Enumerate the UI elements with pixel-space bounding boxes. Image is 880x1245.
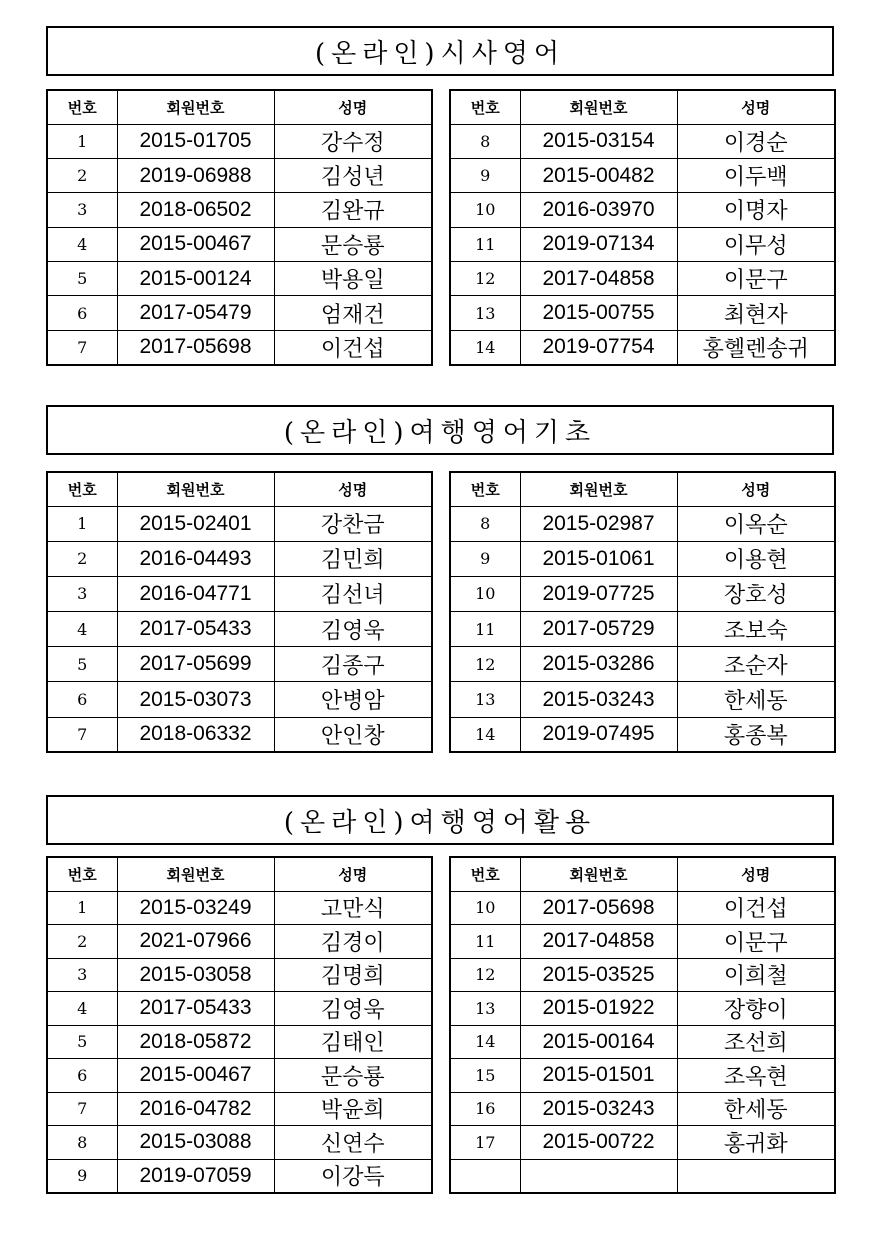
member-name: 장향이 (677, 992, 835, 1026)
table-row (47, 158, 432, 192)
row-number: 15 (450, 1059, 520, 1093)
table-row (47, 682, 432, 717)
member-name: 안병암 (274, 682, 432, 717)
row-number: 1 (47, 506, 117, 541)
header-name: 성명 (677, 857, 835, 891)
roster-table-left (46, 89, 433, 366)
table-row (450, 1025, 835, 1059)
table-row (450, 227, 835, 261)
roster-table-right (449, 856, 836, 1194)
table-row (450, 1059, 835, 1093)
table-row (47, 1092, 432, 1126)
member-name: 김경이 (274, 925, 432, 959)
member-name: 이명자 (677, 193, 835, 227)
table-row (47, 1025, 432, 1059)
table-row (47, 193, 432, 227)
member-id: 2015-00755 (520, 296, 677, 330)
member-name: 이무성 (677, 227, 835, 261)
member-id: 2018-06502 (117, 193, 274, 227)
table-header-row (450, 472, 835, 506)
table-row (47, 717, 432, 752)
member-id: 2015-02987 (520, 506, 677, 541)
member-name: 이건섭 (274, 330, 432, 364)
header-member-id: 회원번호 (117, 472, 274, 506)
row-number: 6 (47, 1059, 117, 1093)
member-id: 2021-07966 (117, 925, 274, 959)
row-number: 7 (47, 717, 117, 752)
member-id: 2015-03286 (520, 647, 677, 682)
member-id: 2015-03243 (520, 682, 677, 717)
member-name: 강수정 (274, 124, 432, 158)
row-number: 1 (47, 891, 117, 925)
course-title: (온라인)여행영어활용 (46, 795, 834, 845)
table-row (450, 296, 835, 330)
row-number: 10 (450, 193, 520, 227)
member-name: 조보숙 (677, 612, 835, 647)
header-member-id: 회원번호 (520, 90, 677, 124)
member-name: 강찬금 (274, 506, 432, 541)
table-row (450, 576, 835, 611)
header-name: 성명 (274, 857, 432, 891)
row-number: 11 (450, 925, 520, 959)
member-name: 이강득 (274, 1159, 432, 1193)
member-id: 2017-04858 (520, 262, 677, 296)
table-row (47, 958, 432, 992)
member-name: 김선녀 (274, 576, 432, 611)
member-id: 2019-07059 (117, 1159, 274, 1193)
table-header-row (450, 90, 835, 124)
row-number: 2 (47, 925, 117, 959)
member-id: 2019-07134 (520, 227, 677, 261)
member-id: 2015-00164 (520, 1025, 677, 1059)
header-member-id: 회원번호 (117, 90, 274, 124)
member-id: 2015-00124 (117, 262, 274, 296)
table-row (450, 1159, 835, 1193)
member-name: 최현자 (677, 296, 835, 330)
table-row (450, 330, 835, 364)
table-row (47, 1126, 432, 1160)
member-name: 이문구 (677, 262, 835, 296)
row-number: 13 (450, 992, 520, 1026)
row-number: 9 (47, 1159, 117, 1193)
row-number: 5 (47, 262, 117, 296)
table-row (47, 612, 432, 647)
row-number: 5 (47, 647, 117, 682)
row-number: 16 (450, 1092, 520, 1126)
member-name: 한세동 (677, 682, 835, 717)
member-name: 문승룡 (274, 227, 432, 261)
member-id: 2015-00482 (520, 158, 677, 192)
member-name: 문승룡 (274, 1059, 432, 1093)
row-number: 11 (450, 227, 520, 261)
row-number: 8 (450, 124, 520, 158)
table-row (450, 262, 835, 296)
row-number: 3 (47, 193, 117, 227)
member-id: 2016-04771 (117, 576, 274, 611)
member-id: 2017-05433 (117, 992, 274, 1026)
member-name: 한세동 (677, 1092, 835, 1126)
row-number: 2 (47, 541, 117, 576)
member-id: 2015-03058 (117, 958, 274, 992)
member-name: 김성년 (274, 158, 432, 192)
table-row (450, 541, 835, 576)
member-name (677, 1159, 835, 1193)
row-number: 8 (450, 506, 520, 541)
table-row (450, 958, 835, 992)
table-row (450, 1092, 835, 1126)
member-name: 고만식 (274, 891, 432, 925)
table-row (450, 717, 835, 752)
header-no: 번호 (450, 472, 520, 506)
row-number: 4 (47, 612, 117, 647)
member-id: 2015-01922 (520, 992, 677, 1026)
member-name: 신연수 (274, 1126, 432, 1160)
roster-table-left (46, 856, 433, 1194)
member-name: 김명희 (274, 958, 432, 992)
table-row (47, 541, 432, 576)
row-number: 12 (450, 647, 520, 682)
course-title: (온라인)시사영어 (46, 26, 834, 76)
header-no: 번호 (47, 472, 117, 506)
header-name: 성명 (274, 90, 432, 124)
table-row (47, 647, 432, 682)
member-name: 안인창 (274, 717, 432, 752)
member-id: 2015-00722 (520, 1126, 677, 1160)
member-id: 2015-03525 (520, 958, 677, 992)
member-id: 2015-00467 (117, 227, 274, 261)
member-id: 2019-07754 (520, 330, 677, 364)
table-row (450, 612, 835, 647)
table-row (450, 124, 835, 158)
row-number: 6 (47, 682, 117, 717)
row-number: 4 (47, 992, 117, 1026)
member-name: 조순자 (677, 647, 835, 682)
table-row (47, 576, 432, 611)
roster-table-right (449, 89, 836, 366)
header-no: 번호 (47, 857, 117, 891)
member-name: 이문구 (677, 925, 835, 959)
row-number: 12 (450, 958, 520, 992)
table-row (450, 158, 835, 192)
roster-table-right (449, 471, 836, 753)
header-member-id: 회원번호 (117, 857, 274, 891)
member-name: 이경순 (677, 124, 835, 158)
row-number: 5 (47, 1025, 117, 1059)
member-id: 2015-03073 (117, 682, 274, 717)
table-row (47, 891, 432, 925)
course-title: (온라인)여행영어기초 (46, 405, 834, 455)
table-row (47, 1059, 432, 1093)
member-id: 2016-03970 (520, 193, 677, 227)
table-row (47, 506, 432, 541)
header-name: 성명 (274, 472, 432, 506)
member-name: 이옥순 (677, 506, 835, 541)
header-member-id: 회원번호 (520, 472, 677, 506)
member-name: 박용일 (274, 262, 432, 296)
table-row (47, 296, 432, 330)
row-number: 11 (450, 612, 520, 647)
member-id: 2015-03088 (117, 1126, 274, 1160)
table-row (47, 124, 432, 158)
table-row (47, 330, 432, 364)
table-row (450, 682, 835, 717)
row-number: 14 (450, 330, 520, 364)
row-number (450, 1159, 520, 1193)
member-id (520, 1159, 677, 1193)
row-number: 8 (47, 1126, 117, 1160)
member-id: 2015-01705 (117, 124, 274, 158)
table-header-row (47, 90, 432, 124)
member-name: 조옥현 (677, 1059, 835, 1093)
member-id: 2019-07495 (520, 717, 677, 752)
row-number: 1 (47, 124, 117, 158)
table-row (450, 1126, 835, 1160)
member-id: 2017-05698 (520, 891, 677, 925)
member-id: 2017-05699 (117, 647, 274, 682)
row-number: 7 (47, 1092, 117, 1126)
member-name: 김태인 (274, 1025, 432, 1059)
table-row (47, 992, 432, 1026)
member-id: 2017-05698 (117, 330, 274, 364)
member-name: 이용현 (677, 541, 835, 576)
header-no: 번호 (450, 90, 520, 124)
member-id: 2017-04858 (520, 925, 677, 959)
member-name: 이희철 (677, 958, 835, 992)
member-id: 2015-03243 (520, 1092, 677, 1126)
member-id: 2016-04493 (117, 541, 274, 576)
row-number: 13 (450, 682, 520, 717)
table-header-row (450, 857, 835, 891)
header-member-id: 회원번호 (520, 857, 677, 891)
table-row (47, 925, 432, 959)
row-number: 12 (450, 262, 520, 296)
header-no: 번호 (47, 90, 117, 124)
member-name: 이두백 (677, 158, 835, 192)
row-number: 14 (450, 1025, 520, 1059)
member-id: 2015-03154 (520, 124, 677, 158)
member-name: 김완규 (274, 193, 432, 227)
member-id: 2015-02401 (117, 506, 274, 541)
member-id: 2018-05872 (117, 1025, 274, 1059)
table-row (450, 506, 835, 541)
table-row (450, 647, 835, 682)
member-id: 2015-01501 (520, 1059, 677, 1093)
row-number: 4 (47, 227, 117, 261)
member-name: 홍귀화 (677, 1126, 835, 1160)
table-row (450, 891, 835, 925)
row-number: 14 (450, 717, 520, 752)
table-header-row (47, 857, 432, 891)
table-header-row (47, 472, 432, 506)
member-name: 김영욱 (274, 992, 432, 1026)
header-no: 번호 (450, 857, 520, 891)
member-name: 박윤희 (274, 1092, 432, 1126)
row-number: 6 (47, 296, 117, 330)
member-id: 2017-05729 (520, 612, 677, 647)
table-row (450, 992, 835, 1026)
member-name: 이건섭 (677, 891, 835, 925)
row-number: 17 (450, 1126, 520, 1160)
member-id: 2016-04782 (117, 1092, 274, 1126)
table-row (47, 1159, 432, 1193)
table-row (47, 262, 432, 296)
member-name: 김민희 (274, 541, 432, 576)
member-name: 김영욱 (274, 612, 432, 647)
row-number: 10 (450, 891, 520, 925)
member-id: 2015-00467 (117, 1059, 274, 1093)
row-number: 10 (450, 576, 520, 611)
row-number: 9 (450, 541, 520, 576)
member-name: 장호성 (677, 576, 835, 611)
member-name: 김종구 (274, 647, 432, 682)
row-number: 3 (47, 958, 117, 992)
member-name: 홍종복 (677, 717, 835, 752)
member-id: 2019-06988 (117, 158, 274, 192)
member-id: 2015-01061 (520, 541, 677, 576)
member-id: 2015-03249 (117, 891, 274, 925)
row-number: 7 (47, 330, 117, 364)
table-row (450, 925, 835, 959)
table-row (450, 193, 835, 227)
roster-table-left (46, 471, 433, 753)
header-name: 성명 (677, 90, 835, 124)
row-number: 13 (450, 296, 520, 330)
row-number: 9 (450, 158, 520, 192)
member-name: 홍헬렌송귀 (677, 330, 835, 364)
row-number: 2 (47, 158, 117, 192)
row-number: 3 (47, 576, 117, 611)
header-name: 성명 (677, 472, 835, 506)
member-id: 2019-07725 (520, 576, 677, 611)
member-id: 2017-05433 (117, 612, 274, 647)
member-id: 2018-06332 (117, 717, 274, 752)
table-row (47, 227, 432, 261)
member-name: 조선희 (677, 1025, 835, 1059)
member-name: 엄재건 (274, 296, 432, 330)
member-id: 2017-05479 (117, 296, 274, 330)
